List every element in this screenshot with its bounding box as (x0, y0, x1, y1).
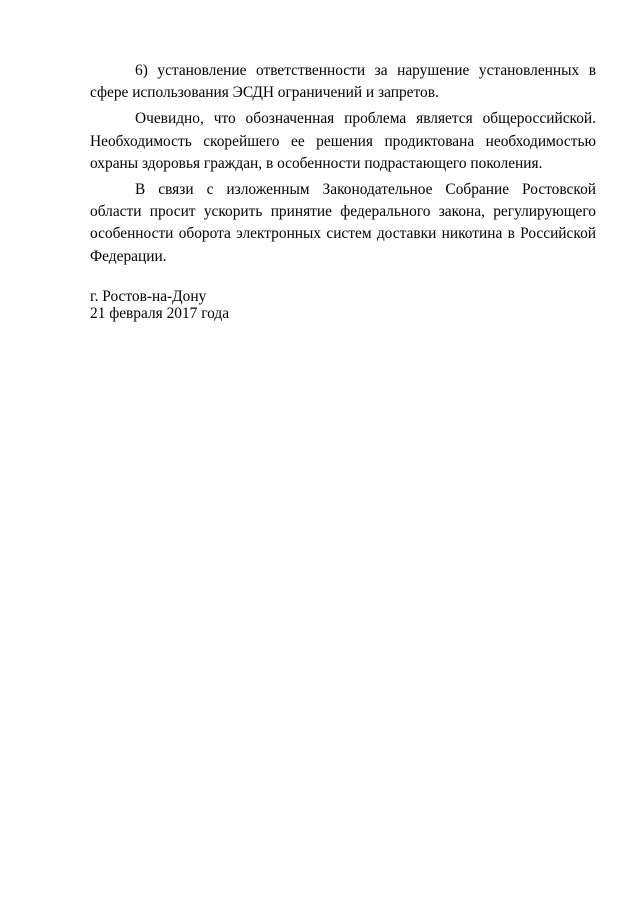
document-date: 21 февраля 2017 года (90, 304, 230, 322)
paragraph-request: В связи с изложенным Законодательное Собрание Ростовской области просит ускорить принятие федерального закона, регулирующего особенности оборота электронных систем доставки никотина в Российской Федерации. (90, 181, 596, 265)
document-place: г. Ростов-на-Дону (90, 288, 207, 305)
document-body (90, 60, 596, 272)
paragraph-item-6: 6) установление ответственности за нарушение установленных в сфере использования ЭСДН ограничений и запретов. (90, 62, 596, 102)
document-signature-block (90, 289, 229, 322)
paragraph-problem: Очевидно, что обозначенная проблема является общероссийской. Необходимость скорейшего ее решения продиктована необходимостью охраны здоровья граждан, в особенности подрастающего поколения. (90, 110, 596, 172)
